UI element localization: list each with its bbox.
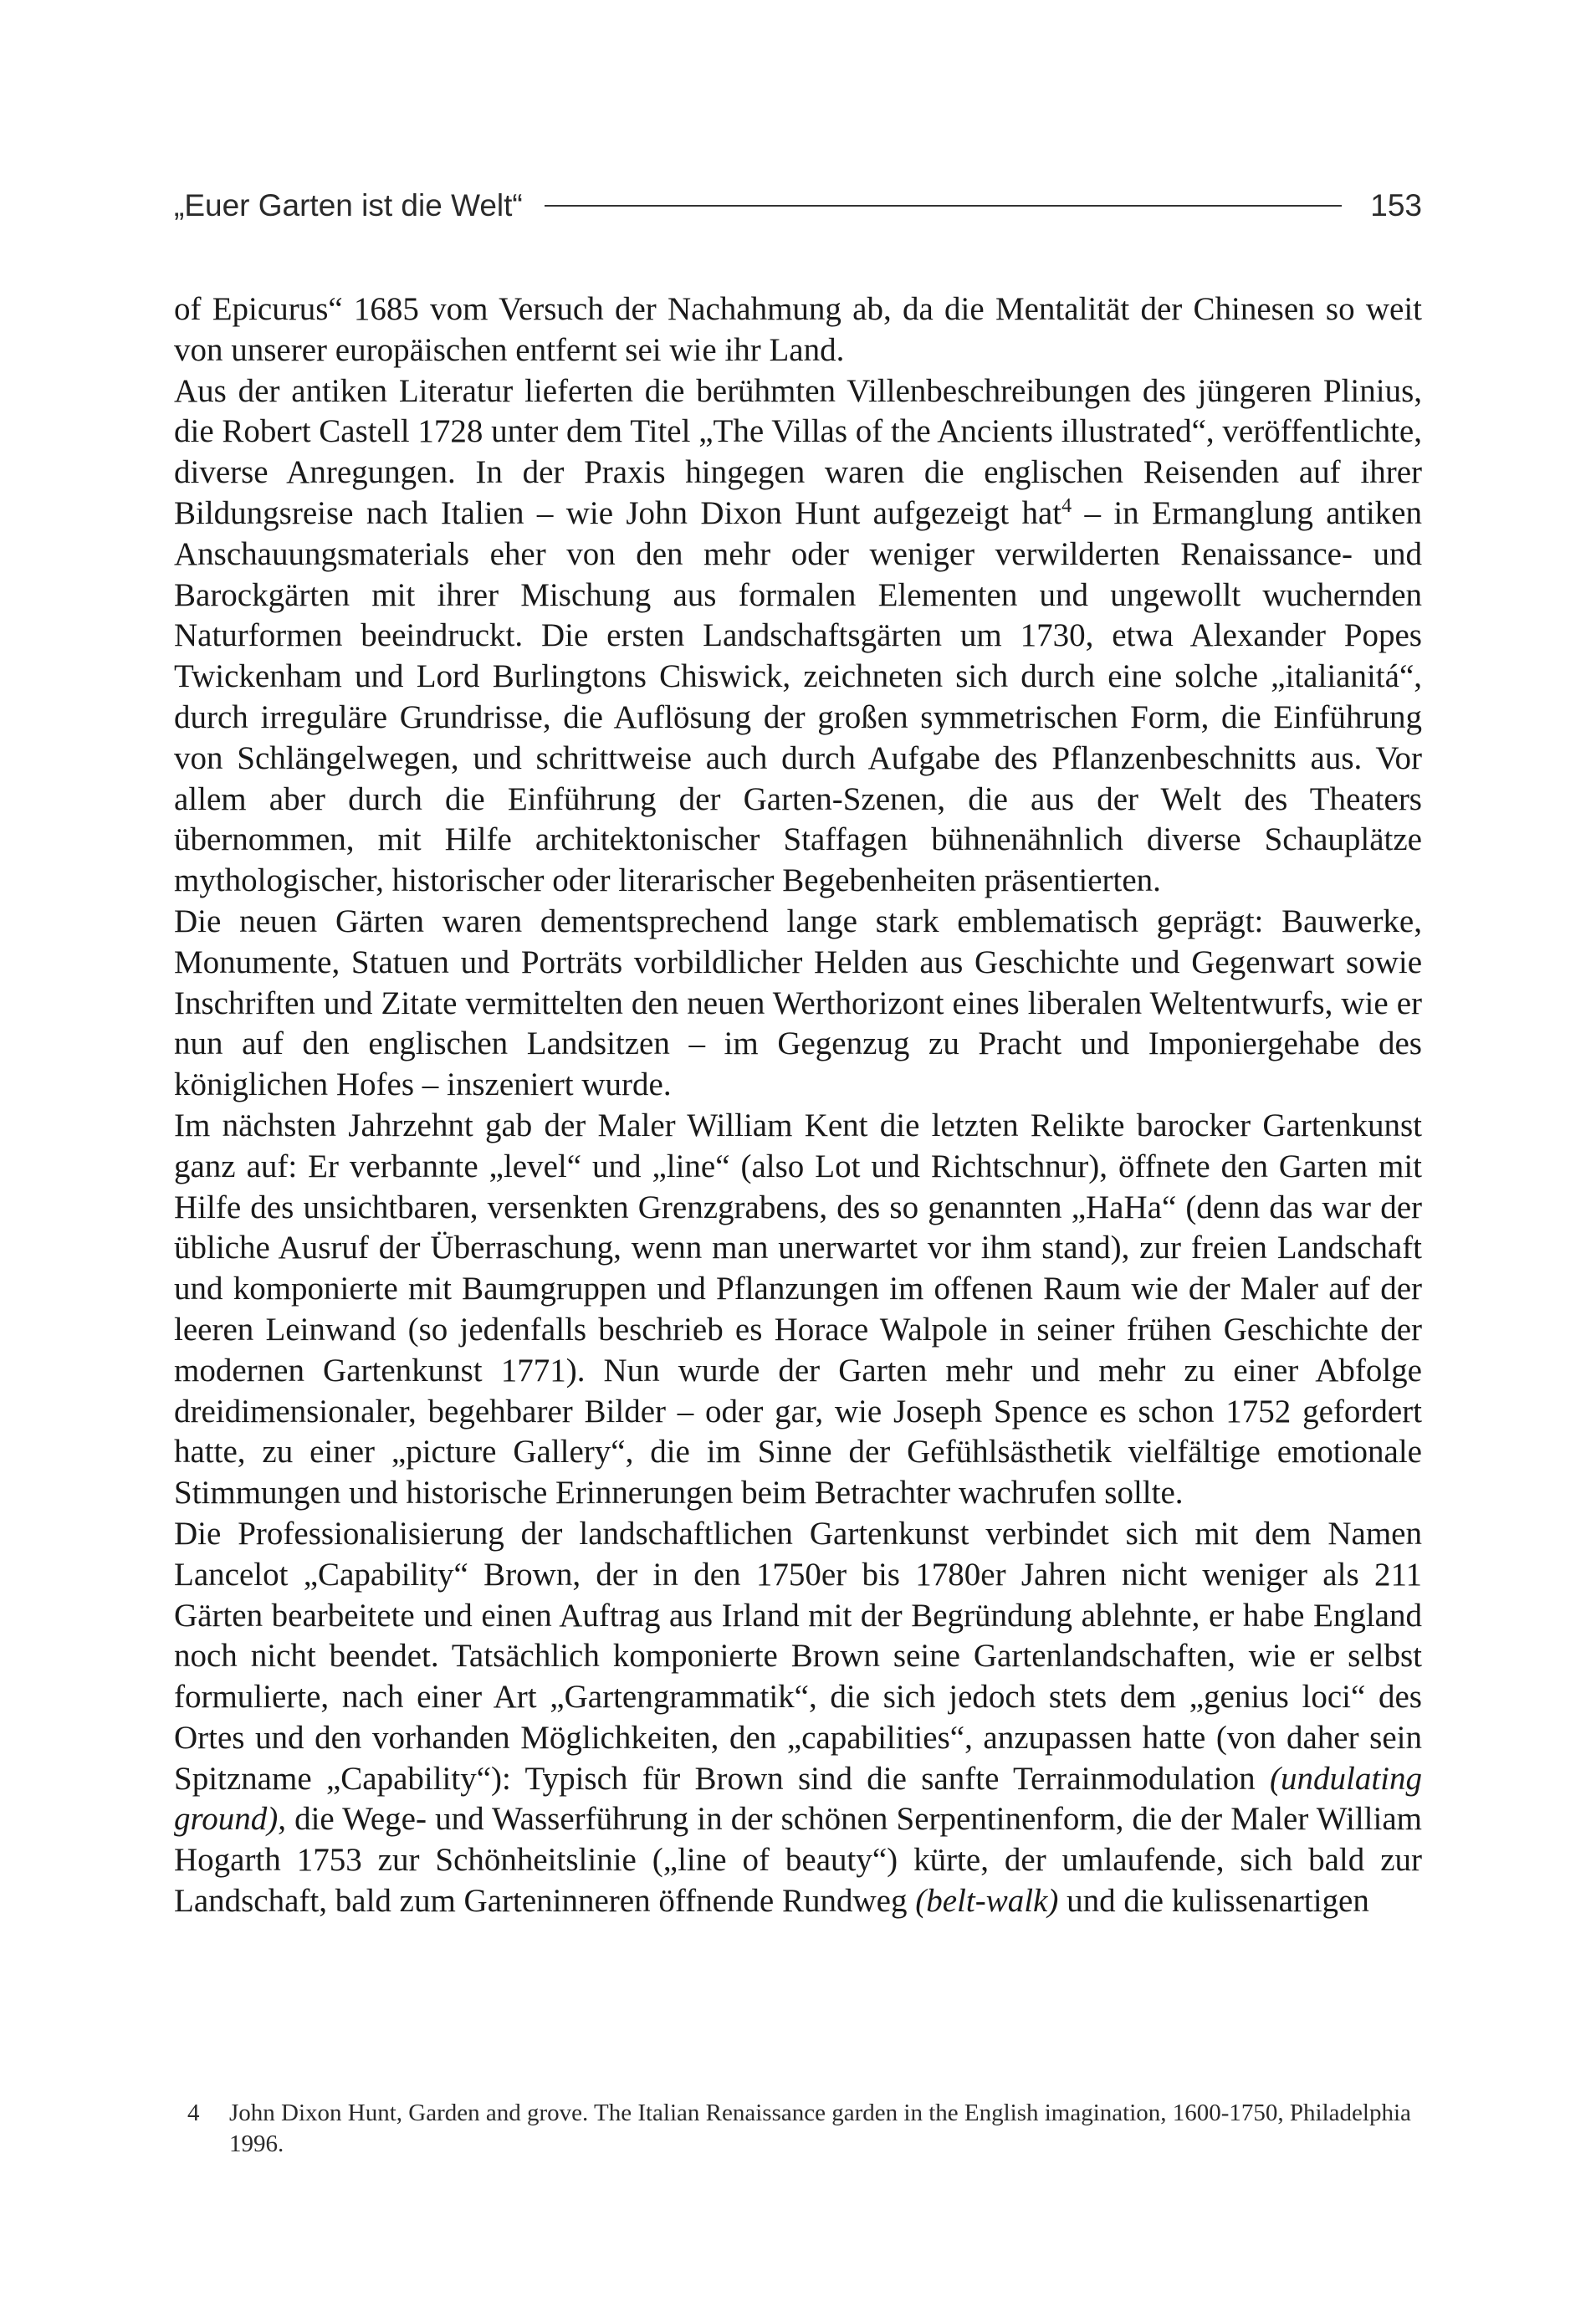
paragraph-5	[174, 1514, 1422, 1922]
body-text	[174, 289, 1422, 1922]
paragraph-5-part-b: die Wege- und Wasserführung in der schönen Serpentinenform, die der Maler William Hogarth 1753 zur Schönheitslinie („line of beauty“) kürte, der umlaufende, sich bald zur Landschaft, bald zum Garteninneren öffnende Rundweg	[174, 1801, 1422, 1920]
footnote-text: John Dixon Hunt, Garden and grove. The Italian Renaissance garden in the English imagination, 1600-1750, Philadelphia 1996.	[229, 2100, 1411, 2157]
italic-term-belt-walk: (belt-walk)	[915, 1883, 1059, 1920]
running-head	[174, 181, 1422, 231]
paragraph-3: Die neuen Gärten waren dementsprechend lange stark emblematisch geprägt: Bauwerke, Monumente, Statuen und Porträts vorbildlicher Helden aus Geschichte und Gegenwart sowie Inschriften und Zitate vermittelten den neuen Werthorizont eines liberalen Weltentwurfs, wie er nun auf den englischen Landsitzen – im Gegenzug zu Pracht und Imponiergehabe des königlichen Hofes – inszeniert wurde.	[174, 903, 1422, 1103]
footnote-reference[interactable]: 4	[1061, 494, 1072, 517]
paragraph-2-part-b: – in Ermanglung antiken Anschauungsmaterials eher von den mehr oder weniger verwilderten Renaissance- und Barockgärten mit ihrer Mischung aus formalen Elementen und ungewollt wuchernden Naturformen beeindruckt. Die ersten Landschaftsgärten um 1730, etwa Alexander Popes Twickenham und Lord Burlingtons Chiswick, zeichneten sich durch eine solche „italianitá“, durch irreguläre Grundrisse, die Auflösung der großen symmetrischen Form, die Einführung von Schlängelwegen, und schrittweise auch durch Aufgabe des Pflanzenbeschnitts aus. Vor allem aber durch die Einführung der Garten-Szenen, die aus der Welt des Theaters übernommen, mit Hilfe architektonischer Staffagen bühnenähnlich diverse Schauplätze mythologischer, historischer oder literarischer Begebenheiten präsentierten.	[174, 494, 1422, 899]
page-number: 153	[1370, 188, 1422, 222]
paragraph-5-part-c: und die kulissenartigen	[1058, 1883, 1369, 1920]
paragraph-2	[174, 371, 1422, 902]
italic-term-undulating-ground: (undulating ground),	[174, 1760, 1422, 1838]
footnote	[174, 2098, 1422, 2160]
footnote-number: 4	[187, 2100, 200, 2126]
footnotes	[174, 2098, 1422, 2160]
paragraph-1: of Epicurus“ 1685 vom Versuch der Nachahmung ab, da die Mentalität der Chinesen so weit von unserer europäischen entfernt sei wie ihr Land.	[174, 291, 1422, 368]
running-head-title: „Euer Garten ist die Welt“	[174, 188, 523, 222]
paragraph-2-part-a: Aus der antiken Literatur lieferten die berühmten Villenbeschreibungen des jüngeren Plinius, die Robert Castell 1728 unter dem Titel „The Villas of the Ancients illustrated“, veröffentlichte, diverse Anregungen. In der Praxis hingegen waren die englischen Reisenden auf ihrer Bildungsreise nach Italien – wie John Dixon Hunt aufgezeigt hat	[174, 372, 1422, 531]
paragraph-4: Im nächsten Jahrzehnt gab der Maler William Kent die letzten Relikte barocker Gartenkunst ganz auf: Er verbannte „level“ und „line“ (also Lot und Richtschnur), öffnete den Garten mit Hilfe des unsichtbaren, versenkten Grenzgrabens, des so genannten „HaHa“ (denn das war der übliche Ausruf der Überraschung, wenn man unerwartet vor ihm stand), zur freien Landschaft und komponierte mit Baumgruppen und Pflanzungen im offenen Raum wie der Maler auf der leeren Leinwand (so jedenfalls beschrieb es Horace Walpole in seiner frühen Geschichte der modernen Gartenkunst 1771). Nun wurde der Garten mehr und mehr zu einer Abfolge dreidimensionaler, begehbarer Bilder – oder gar, wie Joseph Spence es schon 1752 gefordert hatte, zu einer „picture Gallery“, die im Sinne der Gefühlsästhetik vielfältige emotionale Stimmungen und historische Erinnerungen beim Betrachter wachrufen sollte.	[174, 1107, 1422, 1511]
paragraph-5-part-a: Die Professionalisierung der landschaftlichen Gartenkunst verbindet sich mit dem Namen Lancelot „Capability“ Brown, der in den 1750er bis 1780er Jahren nicht weniger als 211 Gärten bearbeitete und einen Auftrag aus Irland mit der Begründung ablehnte, er habe England noch nicht beendet. Tatsächlich komponierte Brown seine Gartenlandschaften, wie er selbst formulierte, nach einer Art „Gartengrammatik“, die sich jedoch stets dem „genius loci“ des Ortes und den vorhanden Möglichkeiten, den „capabilities“, anzupassen hatte (von daher sein Spitzname „Capability“): Typisch für Brown sind die sanfte Terrainmodulation	[174, 1515, 1422, 1797]
running-head-rule	[545, 205, 1343, 207]
